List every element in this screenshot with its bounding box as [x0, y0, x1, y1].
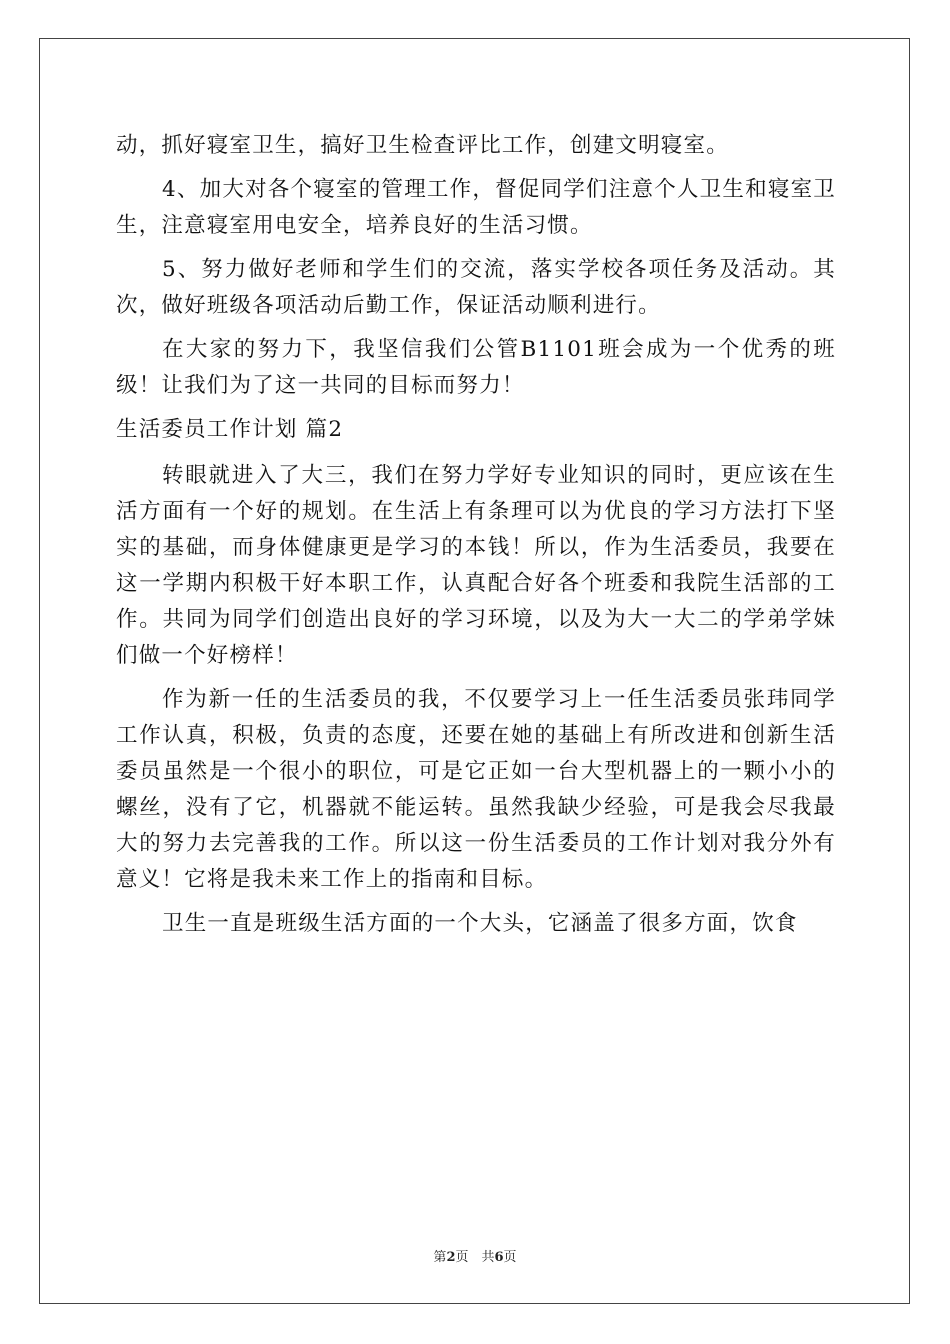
- paragraph-7: 卫生一直是班级生活方面的一个大头，它涵盖了很多方面，饮食: [162, 911, 798, 936]
- footer-suffix: 页: [503, 1250, 517, 1265]
- paragraph-1: 动，抓好寝室卫生，搞好卫生检查评比工作，创建文明寝室。: [116, 133, 729, 158]
- paragraph-5: 转眼就进入了大三，我们在努力学好专业知识的同时，更应该在生活方面有一个好的规划。在生活上有条理可以为优良的学习方法打下坚实的基础，而身体健康更是学习的本钱！所以，作为生活委员，我要在这一学期内积极干好本职工作，认真配合好各个班委和我院生活部的工作。共同为同学们创造出良好的学习环境，以及为大一大二的学弟学妹们做一个好榜样！: [116, 463, 836, 668]
- paragraph-2: 4、加大对各个寝室的管理工作，督促同学们注意个人卫生和寝室卫生，注意寝室用电安全，培养良好的生活习惯。: [116, 177, 836, 238]
- document-body: [116, 128, 836, 950]
- footer-total-pages: 6: [494, 1250, 504, 1265]
- paragraph-3: 5、努力做好老师和学生们的交流，落实学校各项任务及活动。其次，做好班级各项活动后勤工作，保证活动顺利进行。: [116, 257, 836, 318]
- paragraph-4: 在大家的努力下，我坚信我们公管B1101班会成为一个优秀的班级！让我们为了这一共同的目标而努力！: [116, 337, 836, 398]
- footer-prefix: 第: [433, 1250, 447, 1265]
- page-footer: [0, 1246, 950, 1265]
- footer-mid: 页 共: [455, 1250, 495, 1265]
- paragraph-6: 作为新一任的生活委员的我，不仅要学习上一任生活委员张玮同学工作认真，积极，负责的态度，还要在她的基础上有所改进和创新生活委员虽然是一个很小的职位，可是它正如一台大型机器上的一颗小小的螺丝，没有了它，机器就不能运转。虽然我缺少经验，可是我会尽我最大的努力去完善我的工作。所以这一份生活委员的工作计划对我分外有意义！它将是我未来工作上的指南和目标。: [116, 687, 836, 892]
- footer-page-number: 2: [446, 1250, 456, 1265]
- section-heading: 生活委员工作计划 篇2: [116, 417, 344, 442]
